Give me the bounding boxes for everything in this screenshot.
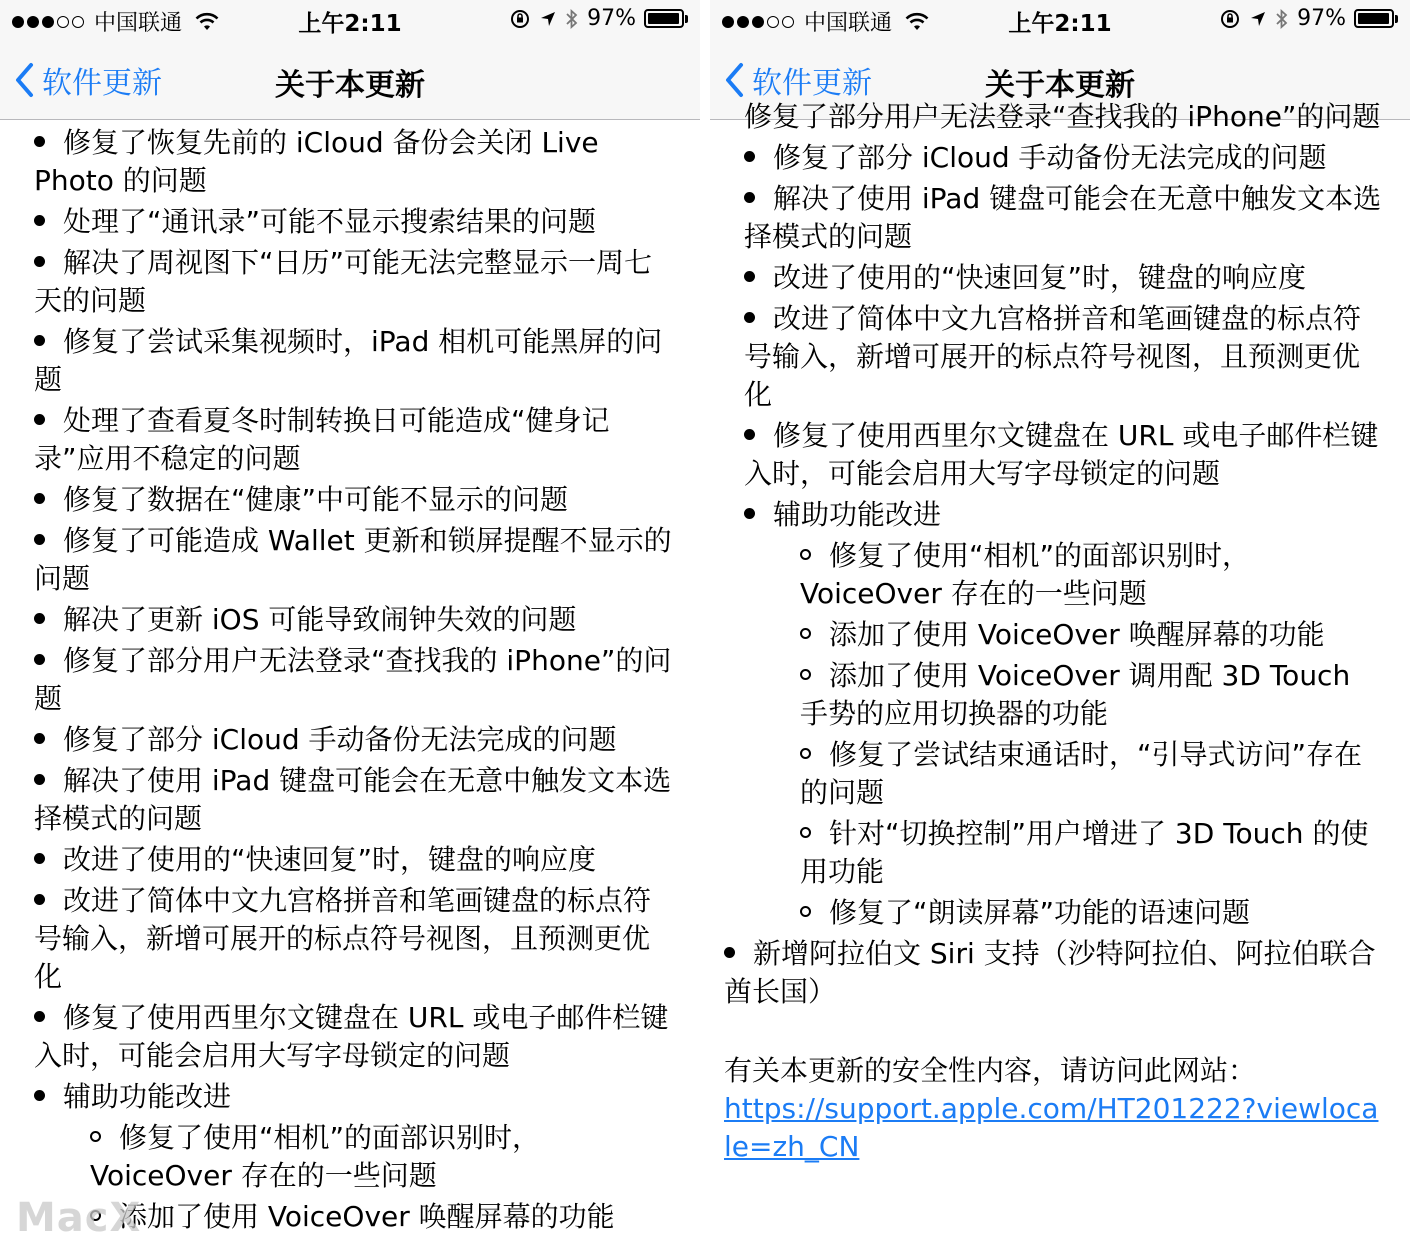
status-bar: [710, 0, 1410, 40]
right-screen: [710, 0, 1410, 1245]
list-item: [710, 417, 1410, 493]
disc-bullet-icon: [34, 774, 45, 785]
disc-bullet-icon: [34, 534, 45, 545]
orientation-lock-icon: [1219, 8, 1241, 30]
disc-bullet-icon: [34, 256, 45, 267]
disc-bullet-icon: [744, 192, 755, 203]
disc-bullet-icon: [744, 271, 755, 282]
list-item-text: 修复了可能造成 Wallet 更新和锁屏提醒不显示的问题: [34, 524, 672, 595]
release-notes-scroll[interactable]: [0, 120, 700, 1245]
list-item-text: 修复了尝试采集视频时，iPad 相机可能黑屏的问题: [34, 325, 663, 396]
sub-list-item: [710, 815, 1410, 891]
list-item-text: 解决了更新 iOS 可能导致闹钟失效的问题: [63, 603, 577, 636]
list-item-text: 修复了数据在“健康”中可能不显示的问题: [63, 483, 569, 516]
list-item-text: 改进了使用的“快速回复”时，键盘的响应度: [773, 261, 1307, 294]
battery-icon: [1354, 9, 1398, 28]
carrier-label: 中国联通: [94, 11, 183, 36]
list-item: [710, 935, 1410, 1011]
screen-divider: [700, 0, 710, 1245]
status-right: [1219, 6, 1398, 31]
circle-bullet-icon: [800, 669, 811, 680]
disc-bullet-icon: [34, 136, 45, 147]
disc-bullet-icon: [34, 1090, 45, 1101]
page-title: 关于本更新: [275, 68, 425, 103]
status-bar: [0, 0, 700, 40]
list-item: [0, 124, 700, 200]
bluetooth-icon: [565, 8, 579, 30]
list-item-text: 解决了使用 iPad 键盘可能会在无意中触发文本选择模式的问题: [34, 764, 672, 835]
back-label: 软件更新: [42, 66, 162, 101]
list-item: [0, 481, 700, 519]
location-icon: [539, 10, 557, 28]
list-item-text: 修复了使用“相机”的面部识别时，VoiceOver 存在的一些问题: [800, 539, 1251, 610]
disc-bullet-icon: [34, 335, 45, 346]
bluetooth-icon: [1275, 8, 1289, 30]
paragraph-spacer: [710, 1014, 1410, 1052]
security-info-paragraph: [710, 1052, 1410, 1166]
circle-bullet-icon: [800, 549, 811, 560]
list-item-text: 改进了简体中文九宫格拼音和笔画键盘的标点符号输入，新增可展开的标点符号视图，且预测更优化: [34, 884, 652, 993]
disc-bullet-icon: [34, 613, 45, 624]
disc-bullet-icon: [34, 493, 45, 504]
list-item-text: 解决了使用 iPad 键盘可能会在无意中触发文本选择模式的问题: [744, 182, 1382, 253]
battery-icon: [644, 9, 688, 28]
list-item-text: 添加了使用 VoiceOver 唤醒屏幕的功能: [119, 1200, 615, 1233]
list-item: [0, 402, 700, 478]
battery-percent: 97%: [587, 6, 636, 31]
status-time: 上午2:11: [298, 11, 402, 37]
list-item: [710, 139, 1410, 177]
disc-bullet-icon: [34, 853, 45, 864]
list-item-text: 针对“切换控制”用户增进了 3D Touch 的使用功能: [800, 817, 1369, 888]
release-notes-list: [710, 98, 1410, 1166]
circle-bullet-icon: [800, 906, 811, 917]
list-item-text: 修复了使用西里尔文键盘在 URL 或电子邮件栏键入时，可能会启用大写字母锁定的问题: [34, 1001, 669, 1072]
list-item: [0, 522, 700, 598]
list-item: [710, 180, 1410, 256]
circle-bullet-icon: [800, 827, 811, 838]
list-item-text: 辅助功能改进: [63, 1080, 232, 1113]
disc-bullet-icon: [34, 215, 45, 226]
left-screen: [0, 0, 700, 1245]
disc-bullet-icon: [744, 312, 755, 323]
back-label: 软件更新: [752, 66, 872, 101]
list-item-text: 解决了周视图下“日历”可能无法完整显示一周七天的问题: [34, 246, 653, 317]
status-right: [509, 6, 688, 31]
status-time: 上午2:11: [1008, 11, 1112, 37]
disc-bullet-icon: [744, 429, 755, 440]
list-item: [0, 882, 700, 996]
disc-bullet-icon: [34, 1011, 45, 1022]
disc-bullet-icon: [34, 733, 45, 744]
list-item: [710, 98, 1410, 136]
release-notes-list: [0, 124, 700, 1239]
carrier-label: 中国联通: [804, 11, 893, 36]
navigation-bar: [0, 40, 700, 120]
list-item-text: 改进了简体中文九宫格拼音和笔画键盘的标点符号输入，新增可展开的标点符号视图，且预测更优化: [744, 302, 1362, 411]
list-item: [0, 203, 700, 241]
list-item-text: 修复了部分用户无法登录“查找我的 iPhone”的问题: [34, 644, 672, 715]
list-item: [0, 1078, 700, 1116]
circle-bullet-icon: [800, 748, 811, 759]
list-item: [710, 300, 1410, 414]
list-item-text: 修复了尝试结束通话时，“引导式访问”存在的问题: [800, 738, 1363, 809]
list-item: [0, 642, 700, 718]
list-item: [0, 601, 700, 639]
sub-list-item: [710, 616, 1410, 654]
list-item-text: 处理了“通讯录”可能不显示搜索结果的问题: [63, 205, 597, 238]
list-item-text: 添加了使用 VoiceOver 调用配 3D Touch 手势的应用切换器的功能: [800, 659, 1351, 730]
orientation-lock-icon: [509, 8, 531, 30]
battery-percent: 97%: [1297, 6, 1346, 31]
list-item: [0, 762, 700, 838]
list-item: [710, 259, 1410, 297]
list-item: [0, 323, 700, 399]
sub-list-item: [710, 537, 1410, 613]
list-item: [0, 721, 700, 759]
disc-bullet-icon: [744, 151, 755, 162]
release-notes-scroll[interactable]: [710, 100, 1410, 1245]
list-item-text: 添加了使用 VoiceOver 唤醒屏幕的功能: [829, 618, 1325, 651]
list-item-text: 新增阿拉伯文 Siri 支持（沙特阿拉伯、阿拉伯联合酋长国）: [724, 937, 1376, 1008]
page-title: 关于本更新: [985, 68, 1135, 103]
circle-bullet-icon: [90, 1131, 101, 1142]
list-item-text: 修复了恢复先前的 iCloud 备份会关闭 Live Photo 的问题: [34, 126, 599, 197]
list-item-text: 修复了使用西里尔文键盘在 URL 或电子邮件栏键入时，可能会启用大写字母锁定的问题: [744, 419, 1379, 490]
location-icon: [1249, 10, 1267, 28]
list-item-text: 修复了部分用户无法登录“查找我的 iPhone”的问题: [744, 100, 1381, 133]
disc-bullet-icon: [34, 654, 45, 665]
security-info-text: 有关本更新的安全性内容，请访问此网站：: [724, 1054, 1257, 1087]
list-item: [0, 999, 700, 1075]
list-item: [710, 496, 1410, 534]
disc-bullet-icon: [724, 947, 735, 958]
disc-bullet-icon: [744, 508, 755, 519]
list-item-text: 改进了使用的“快速回复”时，键盘的响应度: [63, 843, 597, 876]
disc-bullet-icon: [34, 894, 45, 905]
list-item-text: 修复了使用“相机”的面部识别时，VoiceOver 存在的一些问题: [90, 1121, 541, 1192]
circle-bullet-icon: [800, 628, 811, 639]
sub-list-item: [710, 736, 1410, 812]
list-item-text: 处理了查看夏冬时制转换日可能造成“健身记录”应用不稳定的问题: [34, 404, 610, 475]
list-item-text: 辅助功能改进: [773, 498, 942, 531]
disc-bullet-icon: [34, 414, 45, 425]
list-item: [0, 841, 700, 879]
list-item-text: 修复了“朗读屏幕”功能的语速问题: [829, 896, 1251, 929]
sub-list-item: [710, 657, 1410, 733]
list-item-text: 修复了部分 iCloud 手动备份无法完成的问题: [773, 141, 1327, 174]
sub-list-item: [0, 1119, 700, 1195]
list-item: [0, 244, 700, 320]
list-item-text: 修复了部分 iCloud 手动备份无法完成的问题: [63, 723, 617, 756]
security-link[interactable]: https://support.apple.com/HT201222?viewlocale=zh_CN: [724, 1092, 1379, 1163]
sub-list-item: [710, 894, 1410, 932]
watermark-logo: MacX: [16, 1195, 142, 1241]
